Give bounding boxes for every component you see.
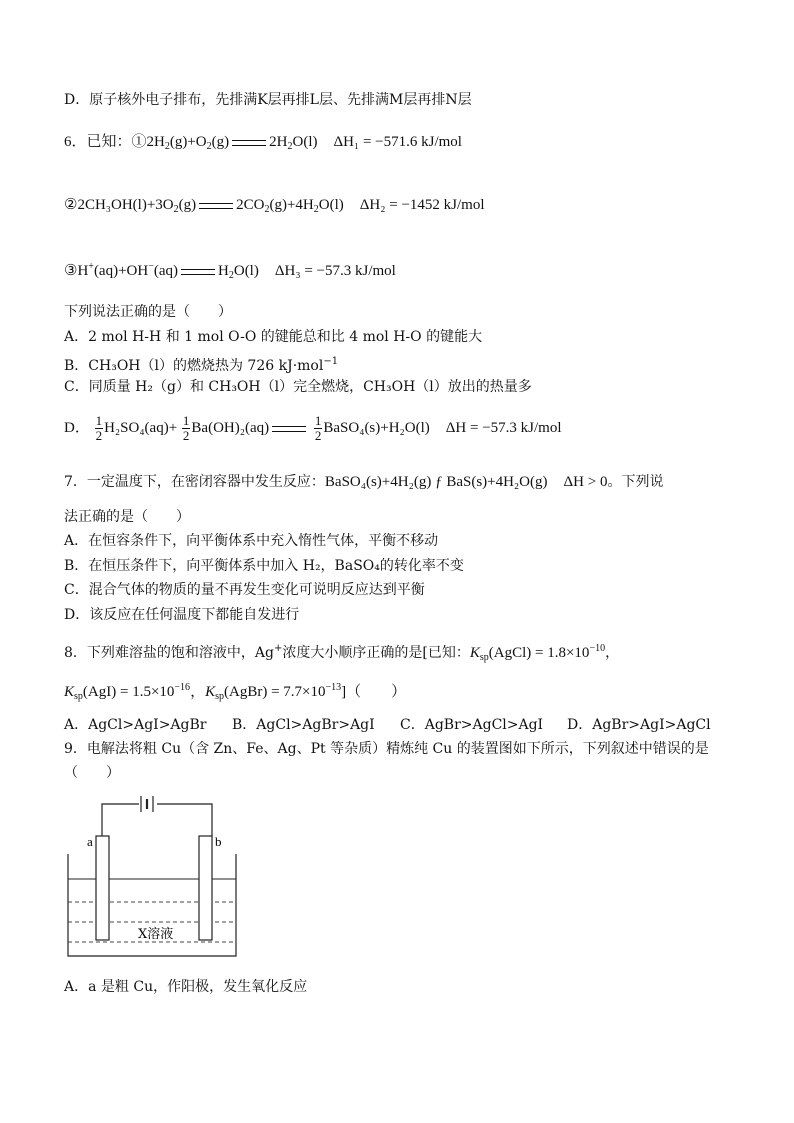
q8-line-1 [64, 639, 619, 668]
ksp-agi: (AgI) = 1.5×10 [82, 684, 175, 700]
eq3-sup1: + [88, 261, 94, 272]
q9-option-a: A．a 是粗 Cu，作阳极，发生氧化反应 [64, 979, 308, 995]
eq1-lhs-c: (g) [211, 134, 230, 150]
eq2-rhs-c: O(l) [318, 197, 344, 213]
eq3-lhs: H [77, 263, 89, 279]
q8-option-c: C．AgBr>AgCl>AgI [400, 717, 544, 733]
q6-equation-2: $②2CH_3OH(l)+3O_2(g)$ $2CO_2(g)+4H_2O(l) \Delta H_2 = -1452$ kJ/mol [64, 197, 485, 215]
q7-line-1 [64, 472, 663, 492]
q6-stem: 下列说法正确的是（ ） [64, 304, 232, 320]
q8-line1-a: 8．下列难溶盐的饱和溶液中，Ag [64, 645, 274, 661]
q6-option-d-label: D． [64, 420, 90, 436]
eq3-dh: ΔH₃ = −57.3 kJ/mol [274, 263, 396, 279]
q6-option-b-sup: −1 [323, 356, 339, 367]
q7-line-2: 法正确的是（ ） [64, 509, 190, 525]
eq3-lhs-b: (aq)+OH [93, 263, 149, 279]
q6-intro: 6．已知：① [64, 134, 147, 150]
fraction-half: $\frac{1}{2}$ [314, 413, 322, 444]
eq3-pre: ③ [64, 263, 78, 279]
label-a: a [87, 834, 93, 849]
q6-d-product: BaSO₄(s)+H₂O(l) [323, 420, 430, 436]
q8-line1-b: 浓度大小顺序正确的是[已知： [282, 645, 470, 661]
ksp-agbr: (AgBr) = 7.7×10 [224, 684, 326, 700]
eq2-pre: ② [64, 197, 78, 213]
ksp-symbol: K [64, 684, 75, 700]
q6-option-b-text: B．CH₃OH（l）的燃烧热为 726 kJ·mol [64, 358, 324, 374]
q7-option-a: A．在恒容条件下，向平衡体系中充入惰性气体，平衡不移动 [64, 533, 439, 549]
q6-d-baoh: Ba(OH)₂(aq) [191, 420, 270, 436]
solution-label: X溶液 [138, 927, 174, 942]
q6-option-b [64, 352, 338, 376]
fraction-half: $\frac{1}{2}$ [182, 413, 190, 444]
equals-arrow [232, 140, 266, 146]
q8-line2-tail: ]（ ） [341, 684, 407, 700]
q7-option-c: C．混合气体的物质的量不再发生变化可说明反应达到平衡 [64, 582, 425, 598]
eq3-rhs-b: O(l) [233, 263, 259, 279]
eq2-lhs: 2CH₃OH(l)+3O [77, 197, 174, 213]
q6-equation-3: ③H+(aq)+OH−(aq) $H_2O(l) \Delta H_3 = -57.3$ kJ/mol [64, 261, 396, 281]
q8-option-a: A．AgCl>AgI>AgBr [64, 717, 207, 733]
eq3-rhs: H [218, 263, 229, 279]
equals-arrow [272, 426, 306, 432]
q8-line1-sup: + [273, 643, 283, 654]
electrode-b [199, 836, 212, 940]
eq1-lhs: 2H [146, 134, 165, 150]
q6-option-c: C．同质量 H₂（g）和 CH₃OH（l）完全燃烧，CH₃OH（l）放出的热量多 [64, 379, 532, 395]
eq2-dh: ΔH₂ = −1452 kJ/mol [359, 197, 485, 213]
eq1-rhs-b: O(l) [292, 134, 318, 150]
fraction-half: $\frac{1}{2}$ [95, 413, 103, 444]
ksp-sub: sp [74, 691, 83, 702]
ksp-symbol: K [469, 645, 480, 661]
wire-right [157, 804, 212, 836]
q9-line-2: （ ） [64, 765, 120, 781]
ksp-agi-exp: −16 [174, 682, 191, 693]
ksp-sub: sp [479, 652, 489, 663]
label-b: b [215, 834, 222, 849]
equals-arrow [199, 203, 233, 209]
q7-dh: ΔH > 0 [563, 474, 608, 490]
eq2-rhs: 2CO [236, 197, 265, 213]
q6-option-a: A．2 mol H-H 和 1 mol O-O 的键能总和比 4 mol H-O 的键能大 [64, 329, 483, 345]
ksp-agcl: (AgCl) = 1.8×10 [488, 645, 590, 661]
eq2-rhs-b: (g)+4H [269, 197, 314, 213]
eq3-sup2: − [148, 261, 154, 272]
q6-d-dh: ΔH = −57.3 kJ/mol [445, 420, 562, 436]
equals-arrow [181, 269, 215, 275]
q6-d-h2so4: H₂SO₄(aq)+ [104, 420, 178, 436]
eq1-rhs: 2H [269, 134, 288, 150]
q7-line1-a: 7．一定温度下，在密闭容器中发生反应： [64, 474, 325, 490]
eq2-lhs-b: (g) [178, 197, 197, 213]
eq3-lhs-c: (aq) [153, 263, 179, 279]
electrode-a [96, 836, 109, 940]
eq1-lhs-b: (g)+O [169, 134, 207, 150]
eq1-dh: ΔH₁ = −571.6 kJ/mol [333, 134, 462, 150]
q9-line-1: 9．电解法将粗 Cu（含 Zn、Fe、Ag、Pt 等杂质）精炼纯 Cu 的装置图如下所示，下列叙述中错误的是 [64, 741, 709, 757]
ksp-agbr-exp: −13 [325, 682, 342, 693]
electrolysis-apparatus-diagram [64, 796, 244, 962]
q8-line1-c: ， [605, 645, 620, 661]
q6-equation-1: 6．已知：$①2H_2(g)+O_2(g)$ $2H_2O(l) \Delta H_1 = -571.6$ kJ/mol [64, 134, 462, 152]
ksp-symbol: K [205, 684, 216, 700]
q8-option-b: B．AgCl>AgBr>AgI [232, 717, 375, 733]
q6-option-d [64, 412, 562, 444]
wire-left [102, 804, 139, 836]
q7-line1-b: 。下列说 [607, 474, 664, 490]
q5-option-d: D．原子核外电子排布，先排满K层再排L层、先排满M层再排N层 [64, 92, 472, 108]
separator: ， [190, 684, 206, 700]
ksp-agcl-exp: −10 [589, 643, 606, 654]
q8-option-d: D．AgBr>AgI>AgCl [567, 717, 711, 733]
q7-option-b: B．在恒压条件下，向平衡体系中加入 H₂，BaSO₄的转化率不变 [64, 558, 464, 574]
q7-equation: BaSO₄(s)+4H₂(g) ƒ BaS(s)+4H₂O(g) [324, 474, 548, 490]
ksp-sub: sp [215, 691, 224, 702]
q7-option-d: D．该反应在任何温度下都能自发进行 [64, 607, 300, 623]
q8-line-2 [64, 678, 406, 707]
